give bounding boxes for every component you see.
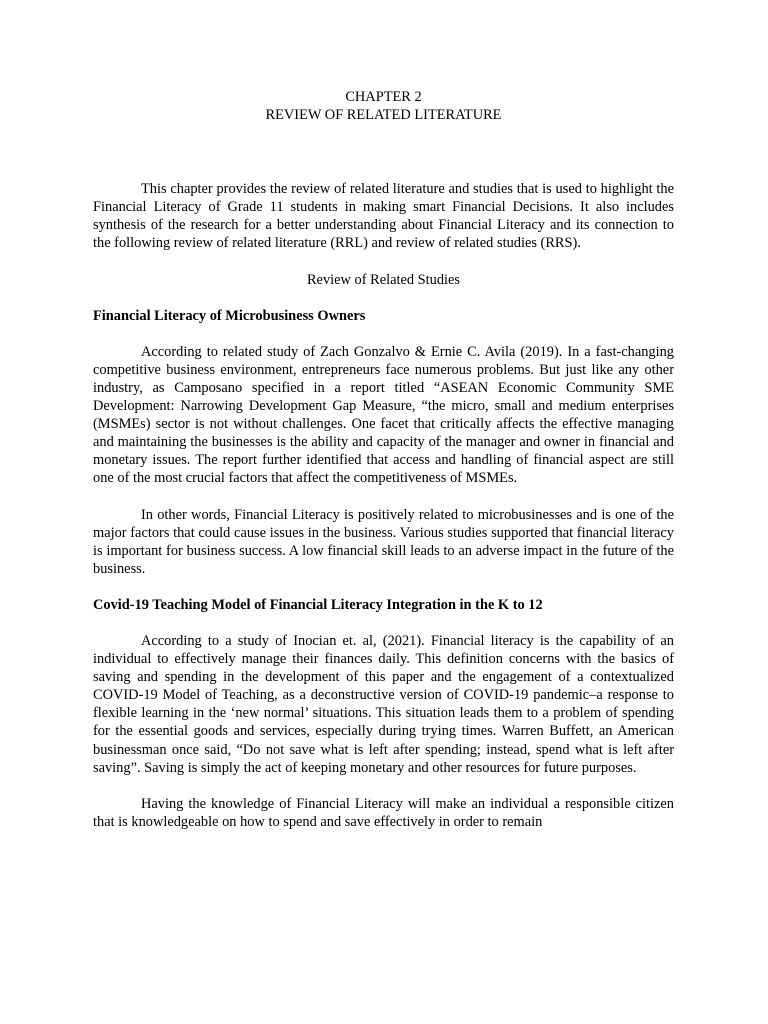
chapter-heading <box>93 88 674 124</box>
chapter-title: REVIEW OF RELATED LITERATURE <box>265 107 502 124</box>
paragraph-covid-model-2: Having the knowledge of Financial Literacy will make an individual a responsible citizen that is knowledgeable on how to spend and save effectively in order to remain <box>93 795 674 830</box>
paragraph-covid-model-1: According to a study of Inocian et. al, (2021). Financial literacy is the capability of an individual to effectively manage their finances daily. This definition concerns with the basics of saving and spending in the development of this paper and the engagement of a contextualized COVID-19 Model of Teaching, as a deconstructive version of COVID-19 pandemic–a response to flexible learning in the ‘new normal’ situations. This situation leads them to a problem of spending for the essential goods and services, especially during trying times. Warren Buffett, an American businessman once said, “Do not save what is left after spending; instead, spend what is left after saving”. Saving is simply the act of keeping monetary and other resources for future purposes. <box>93 632 674 776</box>
page-content <box>93 88 674 849</box>
section-title: Review of Related Studies <box>306 271 461 288</box>
subsection-heading-covid-model: Covid-19 Teaching Model of Financial Literacy Integration in the K to 12 <box>93 596 543 613</box>
subsection-heading-microbusiness: Financial Literacy of Microbusiness Owners <box>93 307 366 324</box>
intro-paragraph: This chapter provides the review of related literature and studies that is used to highlight the Financial Literacy of Grade 11 students in making smart Financial Decisions. It also includes synthesis of the research for a better understanding about Financial Literacy and its connection to the following review of related literature (RRL) and review of related studies (RRS). <box>93 181 674 252</box>
paragraph-microbusiness-1: According to related study of Zach Gonzalvo & Ernie C. Avila (2019). In a fast-changing competitive business environment, entrepreneurs face numerous problems. But just like any other industry, as Camposano specified in a report titled “ASEAN Economic Community SME Development: Narrowing Development Gap Measure, “the micro, small and medium enterprises (MSMEs) sector is not without challenges. One facet that critically affects the effective managing and maintaining the businesses is the ability and capacity of the manager and owner in financial and monetary issues. The report further identified that access and handling of financial aspect are still one of the most crucial factors that affect the competitiveness of MSMEs. <box>93 343 674 487</box>
paragraph-microbusiness-2: In other words, Financial Literacy is positively related to microbusinesses and is one of the major factors that could cause issues in the business. Various studies supported that financial literacy is important for business success. A low financial skill leads to an adverse impact in the future of the business. <box>93 506 674 577</box>
chapter-number: CHAPTER 2 <box>345 89 422 105</box>
